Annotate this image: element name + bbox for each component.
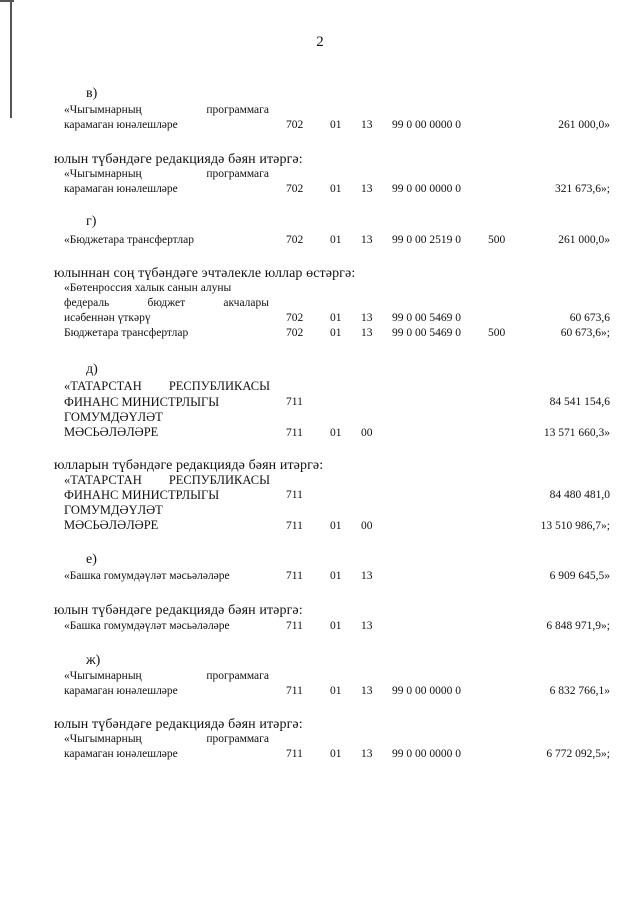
ministry-code: 702 xyxy=(286,312,304,324)
item-letter-g: г) xyxy=(86,214,97,229)
target-article-code: 99 0 00 0000 0 xyxy=(392,748,461,760)
section-code: 01 xyxy=(330,312,342,324)
row-label-line: ФИНАНС МИНИСТРЛЫГЫ xyxy=(64,395,220,409)
amount: 84 541 154,6 xyxy=(549,396,610,408)
label-word: программага xyxy=(206,104,269,116)
label-word: программага xyxy=(206,733,269,745)
row-label-line: «Башка гомумдәүләт мәсьәләләре xyxy=(64,620,230,632)
row-label-line: «Бюджетара трансфертлар xyxy=(64,234,195,246)
row-label-line: «Бөтенроссия халык санын алуны xyxy=(64,282,232,294)
row-label-line: ГОМУМДӘҮЛӘТ xyxy=(64,503,163,517)
ministry-code: 702 xyxy=(286,327,304,339)
row-label-line xyxy=(64,473,270,488)
section-code: 01 xyxy=(330,685,342,697)
ministry-code: 711 xyxy=(286,620,303,632)
amount: 6 848 971,9»; xyxy=(546,620,610,632)
section-code: 01 xyxy=(330,119,342,131)
target-article-code: 99 0 00 2519 0 xyxy=(392,234,461,246)
label-word: «Чыгымнарның xyxy=(64,670,142,682)
subsection-code: 13 xyxy=(361,620,373,632)
subsection-code: 13 xyxy=(361,570,373,582)
subsection-code: 00 xyxy=(361,427,373,439)
subsection-code: 13 xyxy=(361,183,373,195)
section-code: 01 xyxy=(330,327,342,339)
item-letter-v: в) xyxy=(86,86,98,101)
label-word: федераль xyxy=(64,297,110,309)
row-label-line: карамаган юнәлешләре xyxy=(64,119,178,131)
ministry-code: 711 xyxy=(286,520,303,532)
row-label-line: исәбеннән үткәрү xyxy=(64,312,151,324)
label-word: бюджет xyxy=(147,297,186,309)
ministry-code: 711 xyxy=(286,685,303,697)
instruction-text: юлларын түбәндәге редакциядә бәян итәргә: xyxy=(54,458,324,473)
row-label-line xyxy=(64,167,269,182)
amount: 6 909 645,5» xyxy=(549,570,610,582)
amount: 60 673,6»; xyxy=(560,327,610,339)
row-label-line: карамаган юнәлешләре xyxy=(64,748,178,760)
subsection-code: 13 xyxy=(361,312,373,324)
row-label-line xyxy=(64,379,270,394)
instruction-text: юлын түбәндәге редакциядә бәян итәргә: xyxy=(54,603,303,618)
row-label-line: МӘСЬӘЛӘЛӘРЕ xyxy=(64,518,159,532)
amount: 84 480 481,0 xyxy=(549,489,610,501)
section-code: 01 xyxy=(330,748,342,760)
section-code: 01 xyxy=(330,183,342,195)
target-article-code: 99 0 00 5469 0 xyxy=(392,312,461,324)
instruction-text: юлыннан соң түбәндәге эчтәлекле юллар өстәргә: xyxy=(54,266,356,281)
subsection-code: 13 xyxy=(361,748,373,760)
subsection-code: 13 xyxy=(361,234,373,246)
ministry-code: 711 xyxy=(286,570,303,582)
ministry-code: 702 xyxy=(286,119,304,131)
row-label-line: Бюджетара трансфертлар xyxy=(64,327,189,339)
ministry-code: 711 xyxy=(286,427,303,439)
item-letter-e: е) xyxy=(86,552,97,567)
label-word: программага xyxy=(206,168,269,180)
subsection-code: 13 xyxy=(361,327,373,339)
ministry-code: 711 xyxy=(286,396,303,408)
row-label-line xyxy=(64,669,269,684)
amount: 261 000,0» xyxy=(558,234,610,246)
row-label-line xyxy=(64,732,269,747)
amount: 321 673,6»; xyxy=(555,183,610,195)
section-code: 01 xyxy=(330,570,342,582)
ministry-code: 702 xyxy=(286,234,304,246)
row-label-line: карамаган юнәлешләре xyxy=(64,685,178,697)
target-article-code: 99 0 00 0000 0 xyxy=(392,685,461,697)
label-word: «Чыгымнарның xyxy=(64,733,142,745)
item-letter-zh: ж) xyxy=(86,653,101,668)
amount: 13 510 986,7»; xyxy=(540,520,610,532)
target-article-code: 99 0 00 5469 0 xyxy=(392,327,461,339)
label-word: программага xyxy=(206,670,269,682)
row-label-line xyxy=(64,103,269,118)
subsection-code: 13 xyxy=(361,685,373,697)
row-label-line: карамаган юнәлешләре xyxy=(64,183,178,195)
instruction-text: юлын түбәндәге редакциядә бәян итәргә: xyxy=(54,717,303,732)
label-word: «ТАТАРСТАН xyxy=(64,473,142,487)
row-label-line: МӘСЬӘЛӘЛӘРЕ xyxy=(64,425,159,439)
label-word: «Чыгымнарның xyxy=(64,168,142,180)
label-word: РЕСПУБЛИКАСЫ xyxy=(168,473,270,487)
section-code: 01 xyxy=(330,234,342,246)
amount: 6 772 092,5»; xyxy=(546,748,610,760)
subsection-code: 00 xyxy=(361,520,373,532)
label-word: «ТАТАРСТАН xyxy=(64,379,142,393)
target-article-code: 99 0 00 0000 0 xyxy=(392,119,461,131)
row-label-line: «Башка гомумдәүләт мәсьәләләре xyxy=(64,570,230,582)
row-label-line: ФИНАНС МИНИСТРЛЫГЫ xyxy=(64,488,220,502)
label-word: РЕСПУБЛИКАСЫ xyxy=(168,379,270,393)
ministry-code: 711 xyxy=(286,748,303,760)
page-number: 2 xyxy=(316,34,324,50)
amount: 6 832 766,1» xyxy=(549,685,610,697)
instruction-text: юлын түбәндәге редакциядә бәян итәргә: xyxy=(54,152,303,167)
ministry-code: 702 xyxy=(286,183,304,195)
target-article-code: 99 0 00 0000 0 xyxy=(392,183,461,195)
label-word: «Чыгымнарның xyxy=(64,104,142,116)
scan-margin-mark-top xyxy=(0,0,14,2)
item-letter-d: д) xyxy=(86,362,98,377)
section-code: 01 xyxy=(330,427,342,439)
subsection-code: 13 xyxy=(361,119,373,131)
row-label-line: ГОМУМДӘҮЛӘТ xyxy=(64,410,163,424)
amount: 13 571 660,3» xyxy=(543,427,610,439)
section-code: 01 xyxy=(330,620,342,632)
label-word: акчалары xyxy=(223,297,269,309)
amount: 60 673,6 xyxy=(569,312,610,324)
ministry-code: 711 xyxy=(286,489,303,501)
amount: 261 000,0» xyxy=(558,119,610,131)
expense-type-code: 500 xyxy=(488,234,506,246)
section-code: 01 xyxy=(330,520,342,532)
row-label-line xyxy=(64,296,269,311)
expense-type-code: 500 xyxy=(488,327,506,339)
scan-margin-mark xyxy=(10,0,12,118)
